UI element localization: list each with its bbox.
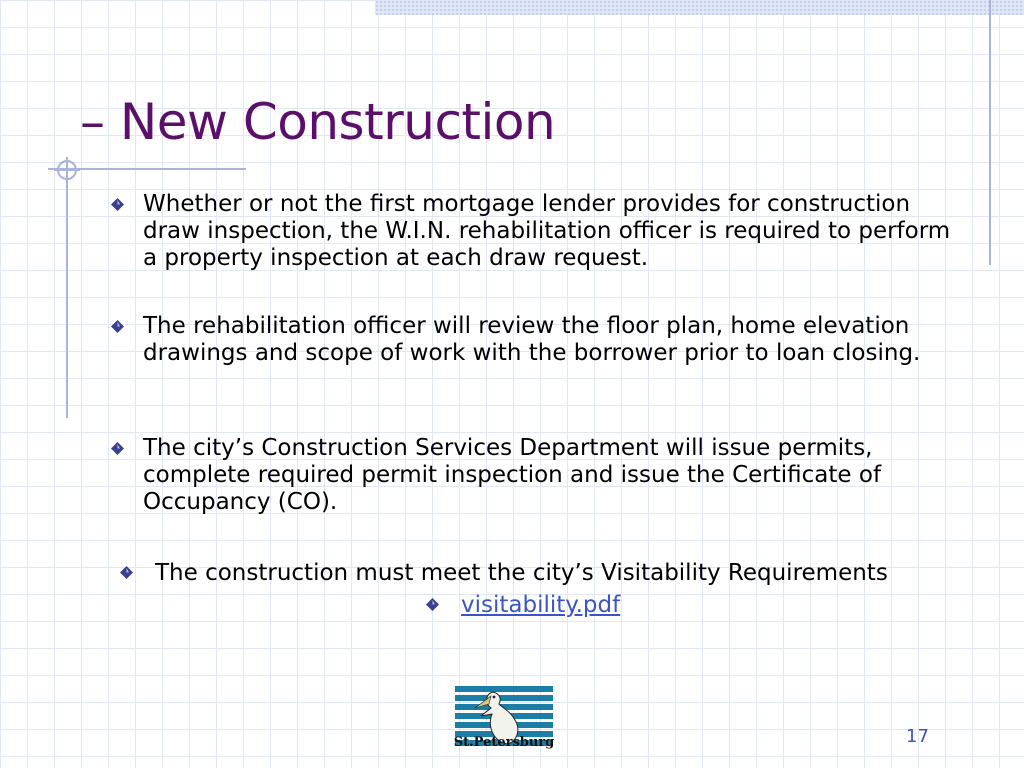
- top-decorative-band: [375, 0, 1024, 15]
- bullet-text-2: The rehabilitation officer will review the floor plan, home elevation drawings and scope of work with the borrower prior to loan closing.: [143, 313, 921, 366]
- logo-text: St.Petersburg: [453, 735, 555, 750]
- left-decorative-line: [66, 160, 68, 418]
- bullet-text-1: Whether or not the first mortgage lender provides for construction draw inspection, the W.I.N. rehabilitation officer is required to perform a property inspection at each draw request.: [143, 191, 951, 271]
- bullet-text-3: The city’s Construction Services Department will issue permits, complete required permit inspection and issue the Certificate of Occupancy (CO).: [143, 435, 882, 515]
- diamond-bullet-icon: [111, 320, 124, 333]
- bullet-text-4: The construction must meet the city’s Visitability Requirements: [155, 560, 888, 586]
- diamond-bullet-icon: [426, 598, 439, 611]
- visitability-pdf-link[interactable]: visitability.pdf: [461, 592, 621, 618]
- diamond-bullet-icon: [111, 442, 124, 455]
- page-number: 17: [906, 726, 929, 747]
- diamond-bullet-icon: [111, 198, 124, 211]
- corner-ornament-icon: [54, 157, 80, 183]
- slide-title: – New Construction: [80, 93, 556, 151]
- diamond-bullet-icon: [120, 566, 133, 579]
- right-decorative-line: [989, 0, 991, 265]
